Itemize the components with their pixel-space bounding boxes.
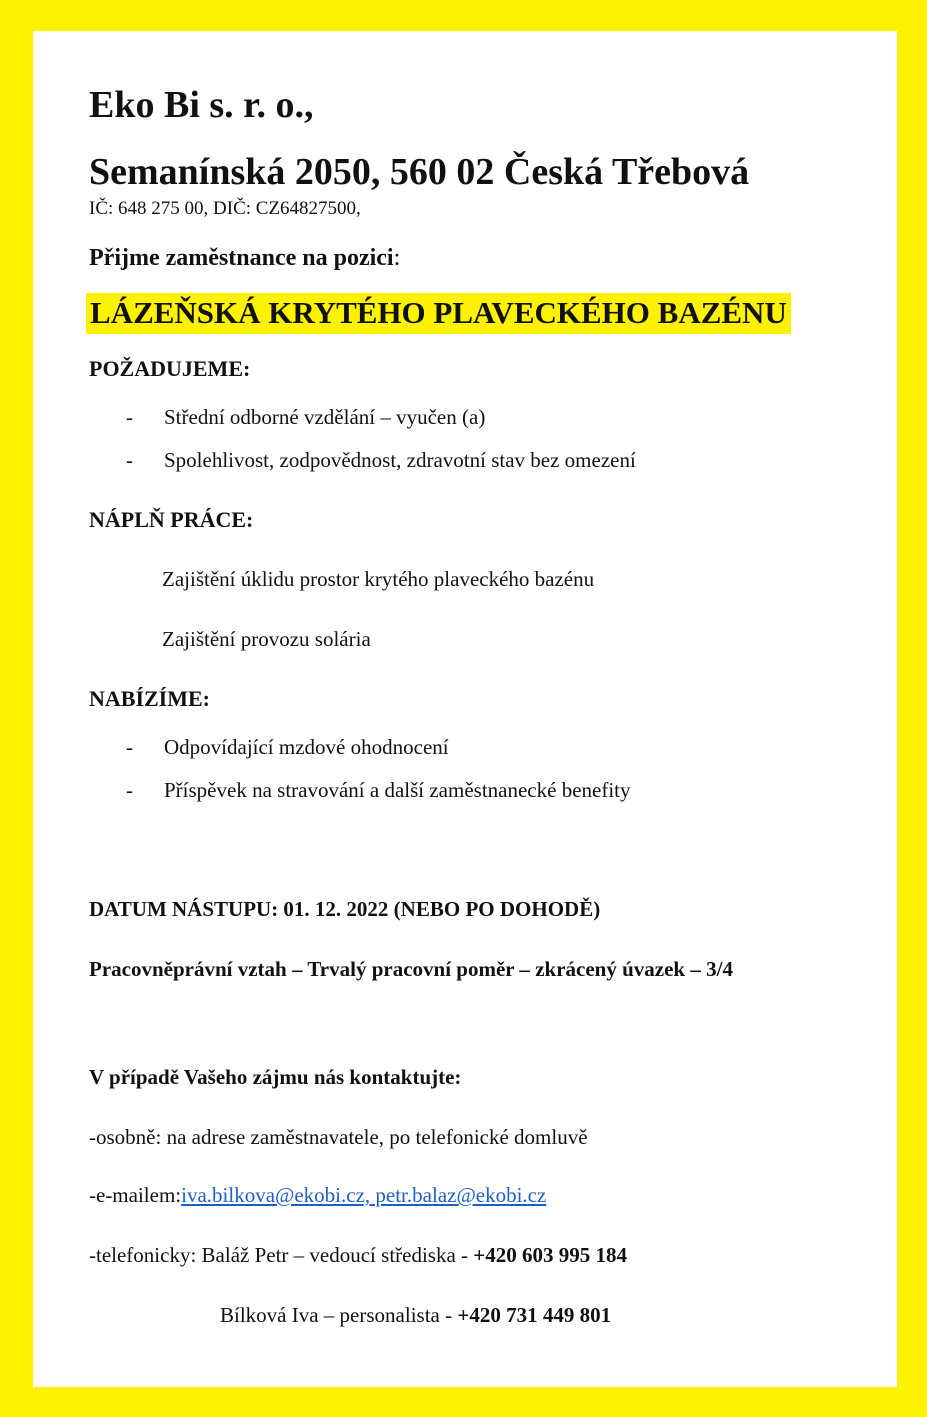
hire-intro-text: Přijme zaměstnance na pozici (89, 245, 394, 271)
hire-intro (89, 245, 400, 272)
contact-phone-line (89, 1243, 627, 1268)
bullet-dash: - (126, 778, 133, 802)
requirements-item-text: Střední odborné vzdělání – vyučen (a) (164, 405, 486, 429)
contact-second-person (220, 1303, 611, 1328)
offer-item-text: Odpovídající mzdové ohodnocení (164, 735, 449, 759)
duty-item: Zajištění provozu solária (162, 627, 371, 651)
contact-personal: -osobně: na adrese zaměstnavatele, po telefonické domluvě (89, 1125, 588, 1149)
job-posting-page (33, 31, 897, 1387)
duties-heading: NÁPLŇ PRÁCE: (89, 507, 254, 532)
company-name: Eko Bi s. r. o., (89, 84, 314, 126)
second-person-label: Bílková Iva – personalista - (220, 1303, 458, 1327)
phone-number: +420 603 995 184 (473, 1243, 628, 1267)
employment-type: Pracovněprávní vztah – Trvalý pracovní poměr – zkrácený úvazek – 3/4 (89, 957, 733, 981)
offer-item-text: Příspěvek na stravování a další zaměstnanecké benefity (164, 778, 631, 802)
contact-email-line (89, 1183, 546, 1208)
phone-prefix: -telefonicky: Baláž Petr – vedoucí střediska - (89, 1243, 474, 1267)
duty-item: Zajištění úklidu prostor krytého plaveckého bazénu (162, 567, 595, 591)
company-ids: IČ: 648 275 00, DIČ: CZ64827500, (89, 198, 361, 219)
contact-heading: V případě Vašeho zájmu nás kontaktujte: (89, 1065, 462, 1089)
bullet-dash: - (126, 405, 133, 429)
requirements-item-text: Spolehlivost, zodpovědnost, zdravotní stav bez omezení (164, 448, 636, 472)
email-prefix: -e-mailem: (89, 1183, 182, 1207)
start-date: DATUM NÁSTUPU: 01. 12. 2022 (NEBO PO DOHODĚ) (89, 897, 601, 921)
email-link[interactable]: iva.bilkova@ekobi.cz, petr.balaz@ekobi.cz (181, 1183, 547, 1207)
phone-number: +420 731 449 801 (457, 1303, 612, 1327)
company-address: Semanínská 2050, 560 02 Česká Třebová (89, 151, 750, 193)
position-title: LÁZEŇSKÁ KRYTÉHO PLAVECKÉHO BAZÉNU (86, 293, 791, 334)
hire-intro-colon: : (393, 245, 401, 271)
requirements-heading: POŽADUJEME: (89, 356, 251, 381)
offer-heading: NABÍZÍME: (89, 686, 211, 711)
bullet-dash: - (126, 735, 133, 759)
bullet-dash: - (126, 448, 133, 472)
